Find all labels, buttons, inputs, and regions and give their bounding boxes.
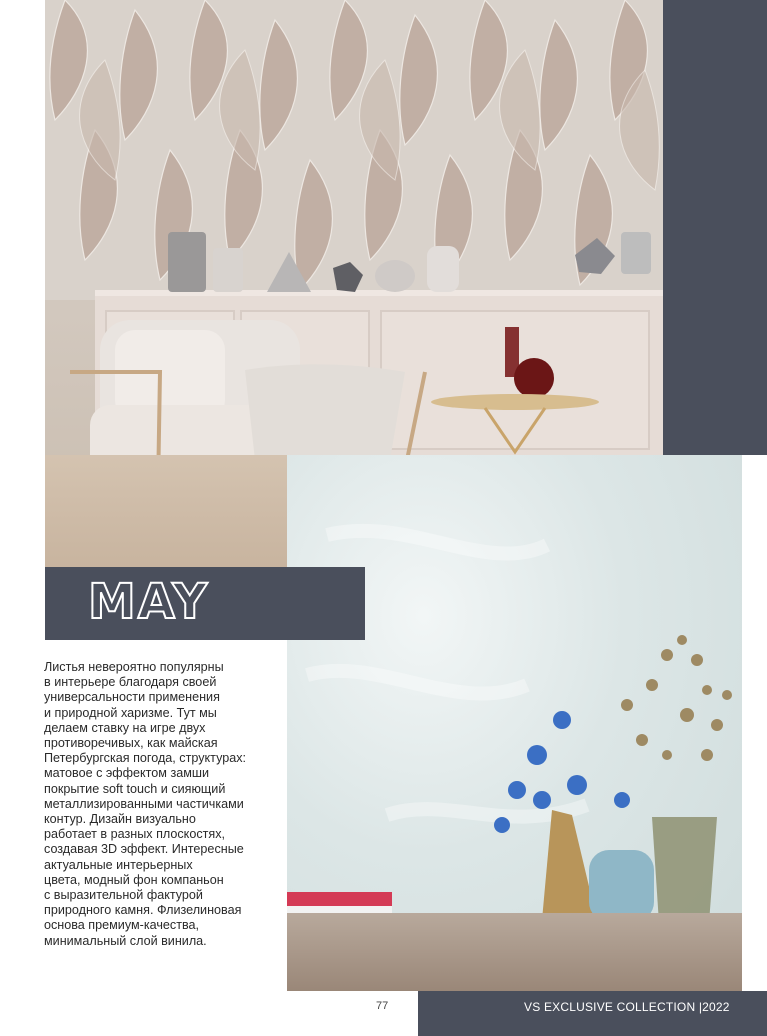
stone-texture-photo [287, 455, 742, 991]
description-line: и природной харизме. Тут мы [44, 705, 217, 720]
description-line: цвета, модный фон компаньон [44, 872, 224, 887]
collection-label: VS EXCLUSIVE COLLECTION |2022 [524, 1000, 730, 1014]
description-line: создавая 3D эффект. Интересные [44, 842, 244, 857]
description-line: основа премиум-качества, [44, 918, 200, 933]
description-line: Листья невероятно популярны [44, 660, 224, 674]
description-line: металлизированными частичками [44, 796, 244, 811]
description-line: природного камня. Флизелиновая [44, 903, 242, 918]
description-line: с выразительной фактурой [44, 888, 203, 903]
page-number: 77 [376, 1000, 389, 1012]
description-line: работает в разных плоскостях, [44, 827, 226, 842]
description-line: Петербургская погода, структурах: [44, 751, 247, 766]
side-color-band [663, 0, 767, 455]
wooden-shelf [287, 913, 742, 991]
page-title: MAY [88, 574, 210, 630]
description-line: делаем ставку на игре двух [44, 720, 206, 735]
description-line: универсальности применения [44, 690, 220, 705]
description-line: в интерьере благодаря своей [44, 675, 217, 690]
description-line: актуальные интерьерных [44, 857, 193, 872]
description-line: минимальный слой винила. [44, 933, 207, 948]
description-line: покрытие soft touch и сияющий [44, 781, 226, 796]
description-line: противоречивых, как майская [44, 736, 218, 751]
description-line: матовое с эффектом замши [44, 766, 210, 781]
flowers-and-vases [287, 455, 742, 991]
description-line: контур. Дизайн визуально [44, 812, 196, 827]
description-text [44, 660, 280, 949]
